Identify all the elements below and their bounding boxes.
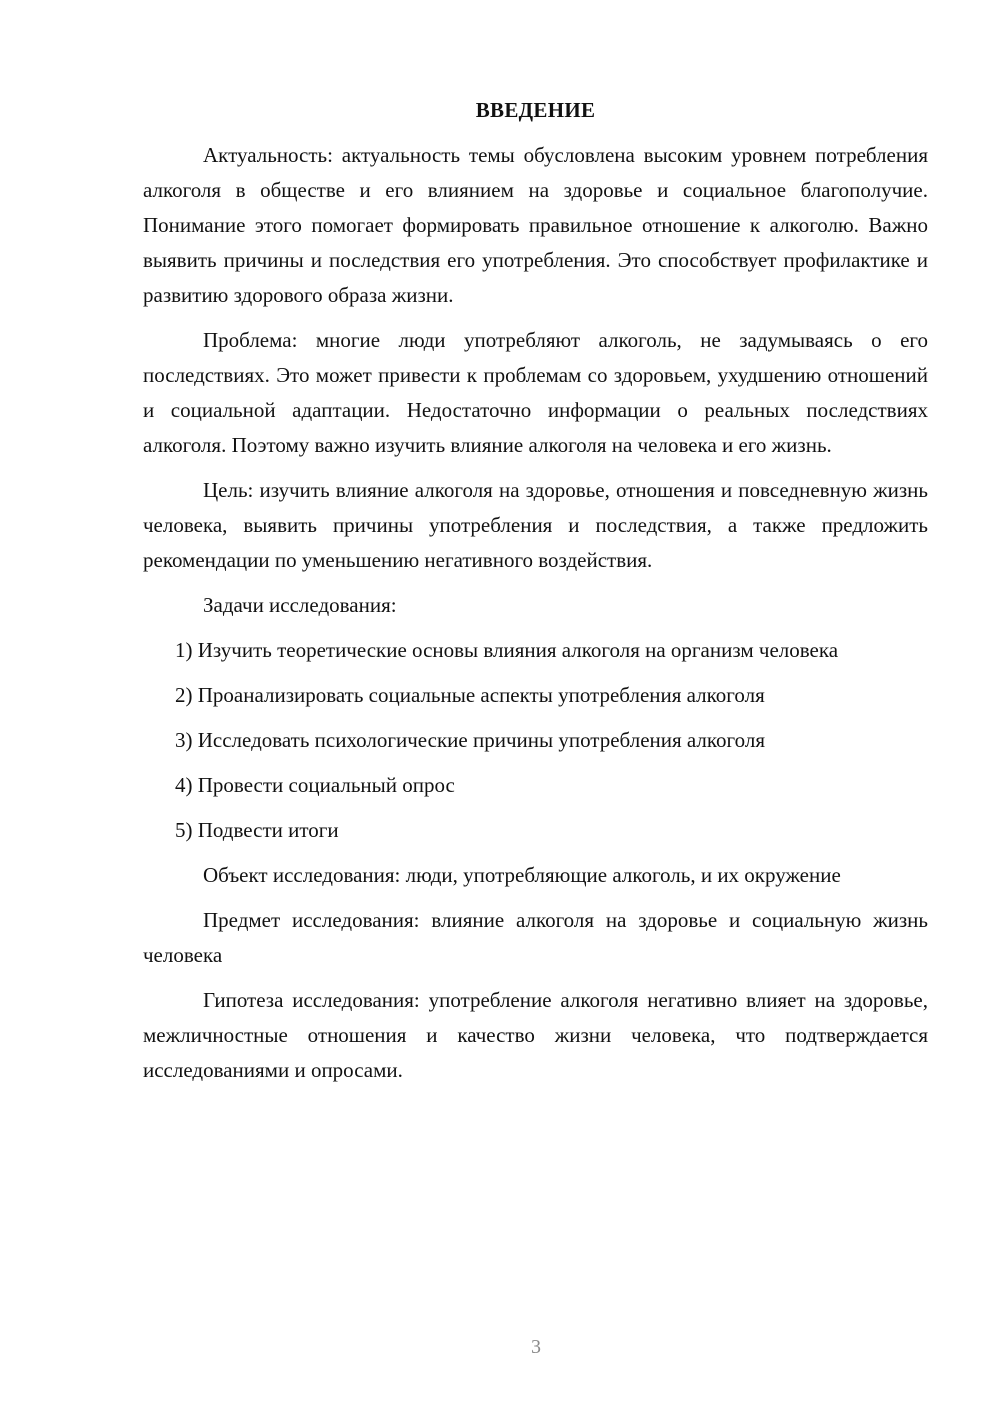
- subject-paragraph: Предмет исследования: влияние алкоголя на здоровье и социальную жизнь человека: [143, 908, 928, 967]
- problem-paragraph: Проблема: многие люди употребляют алкоголь, не задумываясь о его последствиях. Это может привести к проблемам со здоровьем, ухудшению отношений и социальной адаптации. Недостаточно информации о реальных последствиях алкоголя. Поэтому важно изучить влияние алкоголя на человека и его жизнь.: [143, 328, 928, 457]
- task-item: 1) Изучить теоретические основы влияния алкоголя на организм человека: [175, 638, 839, 662]
- object-paragraph: Объект исследования: люди, употребляющие алкоголь, и их окружение: [203, 863, 841, 887]
- relevance-paragraph: Актуальность: актуальность темы обусловлена высоким уровнем потребления алкоголя в обществе и его влиянием на здоровье и социальное благополучие. Понимание этого помогает формировать правильное отношение к алкоголю. Важно выявить причины и последствия его употребления. Это способствует профилактике и развитию здорового образа жизни.: [143, 143, 928, 307]
- task-item: 2) Проанализировать социальные аспекты употребления алкоголя: [175, 683, 765, 707]
- section-heading: ВВЕДЕНИЕ: [475, 98, 596, 122]
- task-item: 5) Подвести итоги: [175, 818, 339, 842]
- page-content: [143, 93, 928, 1098]
- task-item: 4) Провести социальный опрос: [175, 773, 455, 797]
- goal-paragraph: Цель: изучить влияние алкоголя на здоровье, отношения и повседневную жизнь человека, выявить причины употребления и последствия, а также предложить рекомендации по уменьшению негативного воздействия.: [143, 478, 928, 572]
- page-number: 3: [531, 1336, 541, 1358]
- hypothesis-paragraph: Гипотеза исследования: употребление алкоголя негативно влияет на здоровье, межличностные отношения и качество жизни человека, что подтверждается исследованиями и опросами.: [143, 988, 928, 1082]
- task-item: 3) Исследовать психологические причины употребления алкоголя: [175, 728, 765, 752]
- tasks-title: Задачи исследования:: [203, 593, 397, 617]
